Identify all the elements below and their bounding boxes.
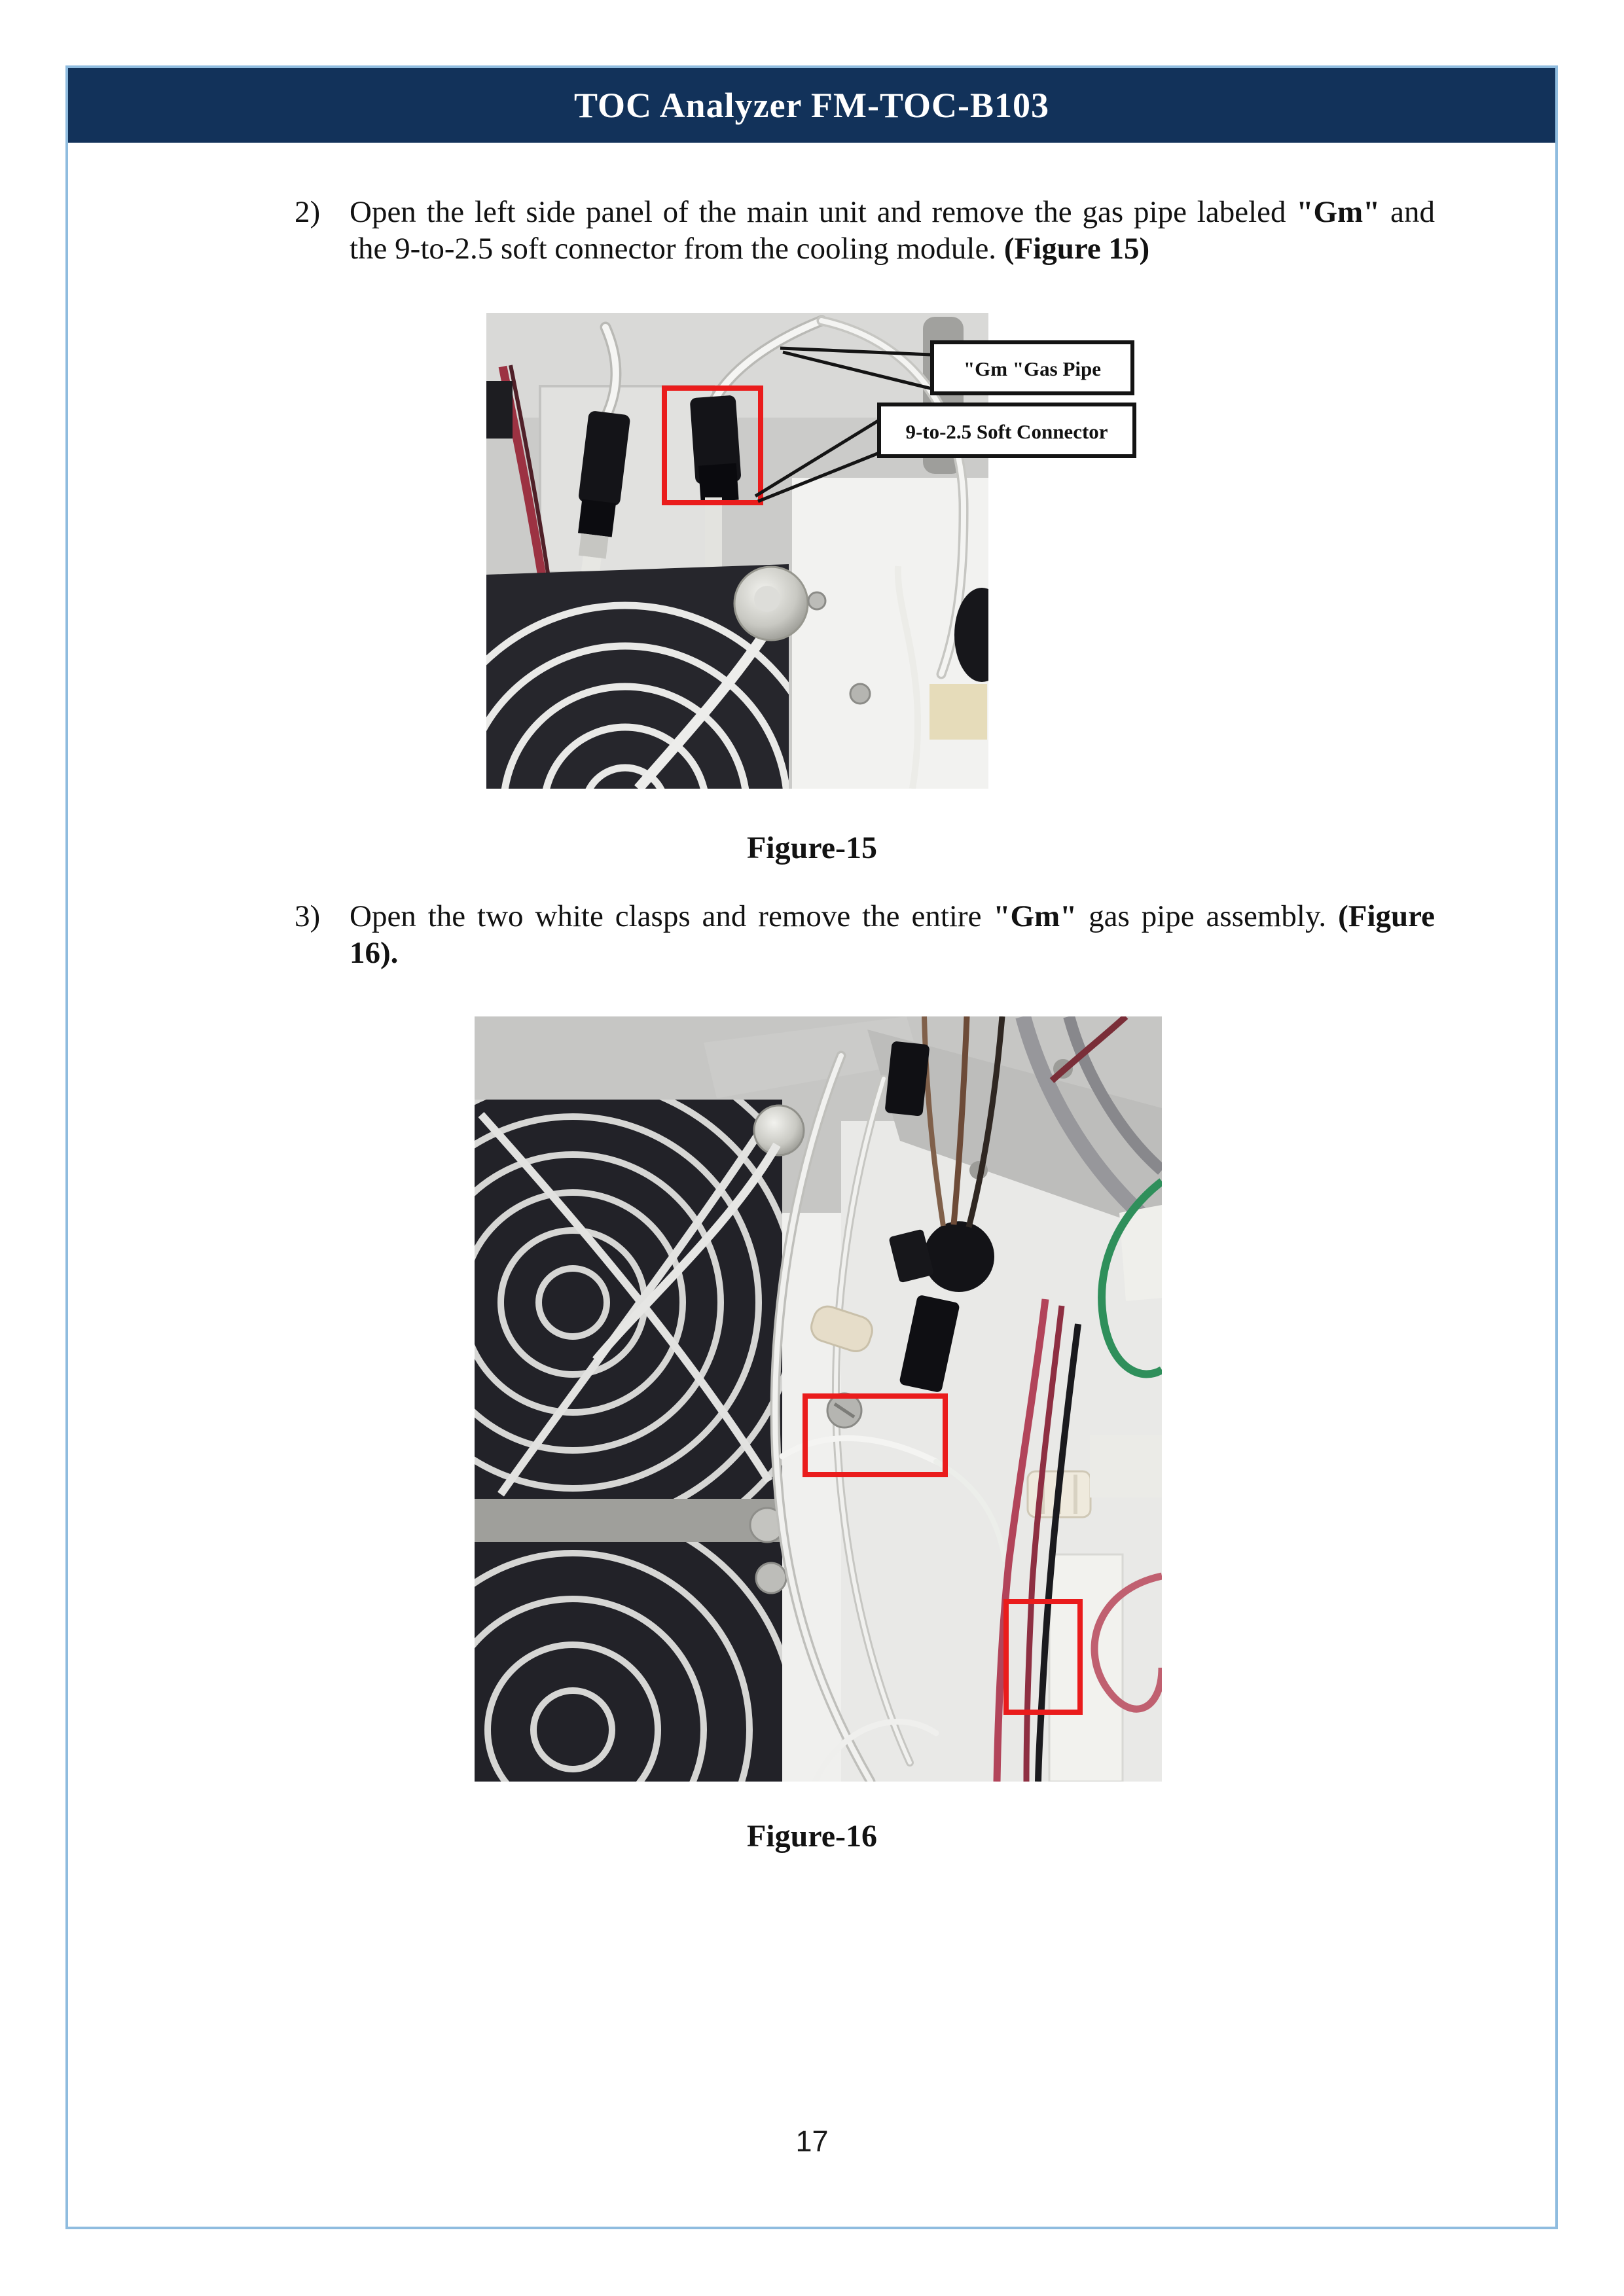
white-bracket <box>1049 1554 1123 1782</box>
screw-icon <box>850 684 870 704</box>
step-3-text-middle: gas pipe assembly. <box>1077 899 1339 933</box>
step-3-figure-ref: (Figure 16). <box>350 899 1435 970</box>
step-2-item <box>295 194 1435 267</box>
callout-gas-pipe-label: "Gm "Gas Pipe <box>963 357 1102 380</box>
figure-16-caption: Figure-16 <box>746 1819 878 1854</box>
figure-15-caption: Figure-15 <box>746 831 878 865</box>
step-3-item <box>295 898 1435 971</box>
step-2-gm-label: "Gm" <box>1296 195 1380 229</box>
figure15-photo <box>471 313 1009 792</box>
step-3-number: 3) <box>295 899 321 933</box>
figure-15-image <box>471 308 1178 792</box>
figure-16-image <box>475 1016 1162 1782</box>
step-3-gm-label: "Gm" <box>993 899 1077 933</box>
step-2-text <box>350 194 1435 267</box>
screw-icon <box>756 1563 786 1593</box>
page-title: TOC Analyzer FM-TOC-B103 <box>574 86 1049 125</box>
page-number: 17 <box>795 2125 829 2158</box>
step-3-text-prefix: Open the two white clasps and remove the entire <box>350 899 994 933</box>
header-bar <box>68 68 1555 143</box>
cable-grommet <box>924 1221 994 1292</box>
screw-icon <box>808 592 825 609</box>
callout-soft-connector-label: 9-to-2.5 Soft Connector <box>905 420 1108 443</box>
figure16-photo <box>475 1016 1162 1782</box>
callout-soft-connector <box>879 404 1134 456</box>
step-2-figure-ref: (Figure 15) <box>1003 232 1150 266</box>
recessed-panel <box>540 386 713 573</box>
step-2-number: 2) <box>295 195 321 229</box>
step-2-text-middle: and the 9-to-2.5 soft connector from the cooling module. <box>350 195 1435 266</box>
step-2-text-prefix: Open the left side panel of the main unit and remove the gas pipe labeled <box>350 195 1297 229</box>
step-3-text <box>350 898 1435 971</box>
callout-gas-pipe <box>932 342 1132 393</box>
